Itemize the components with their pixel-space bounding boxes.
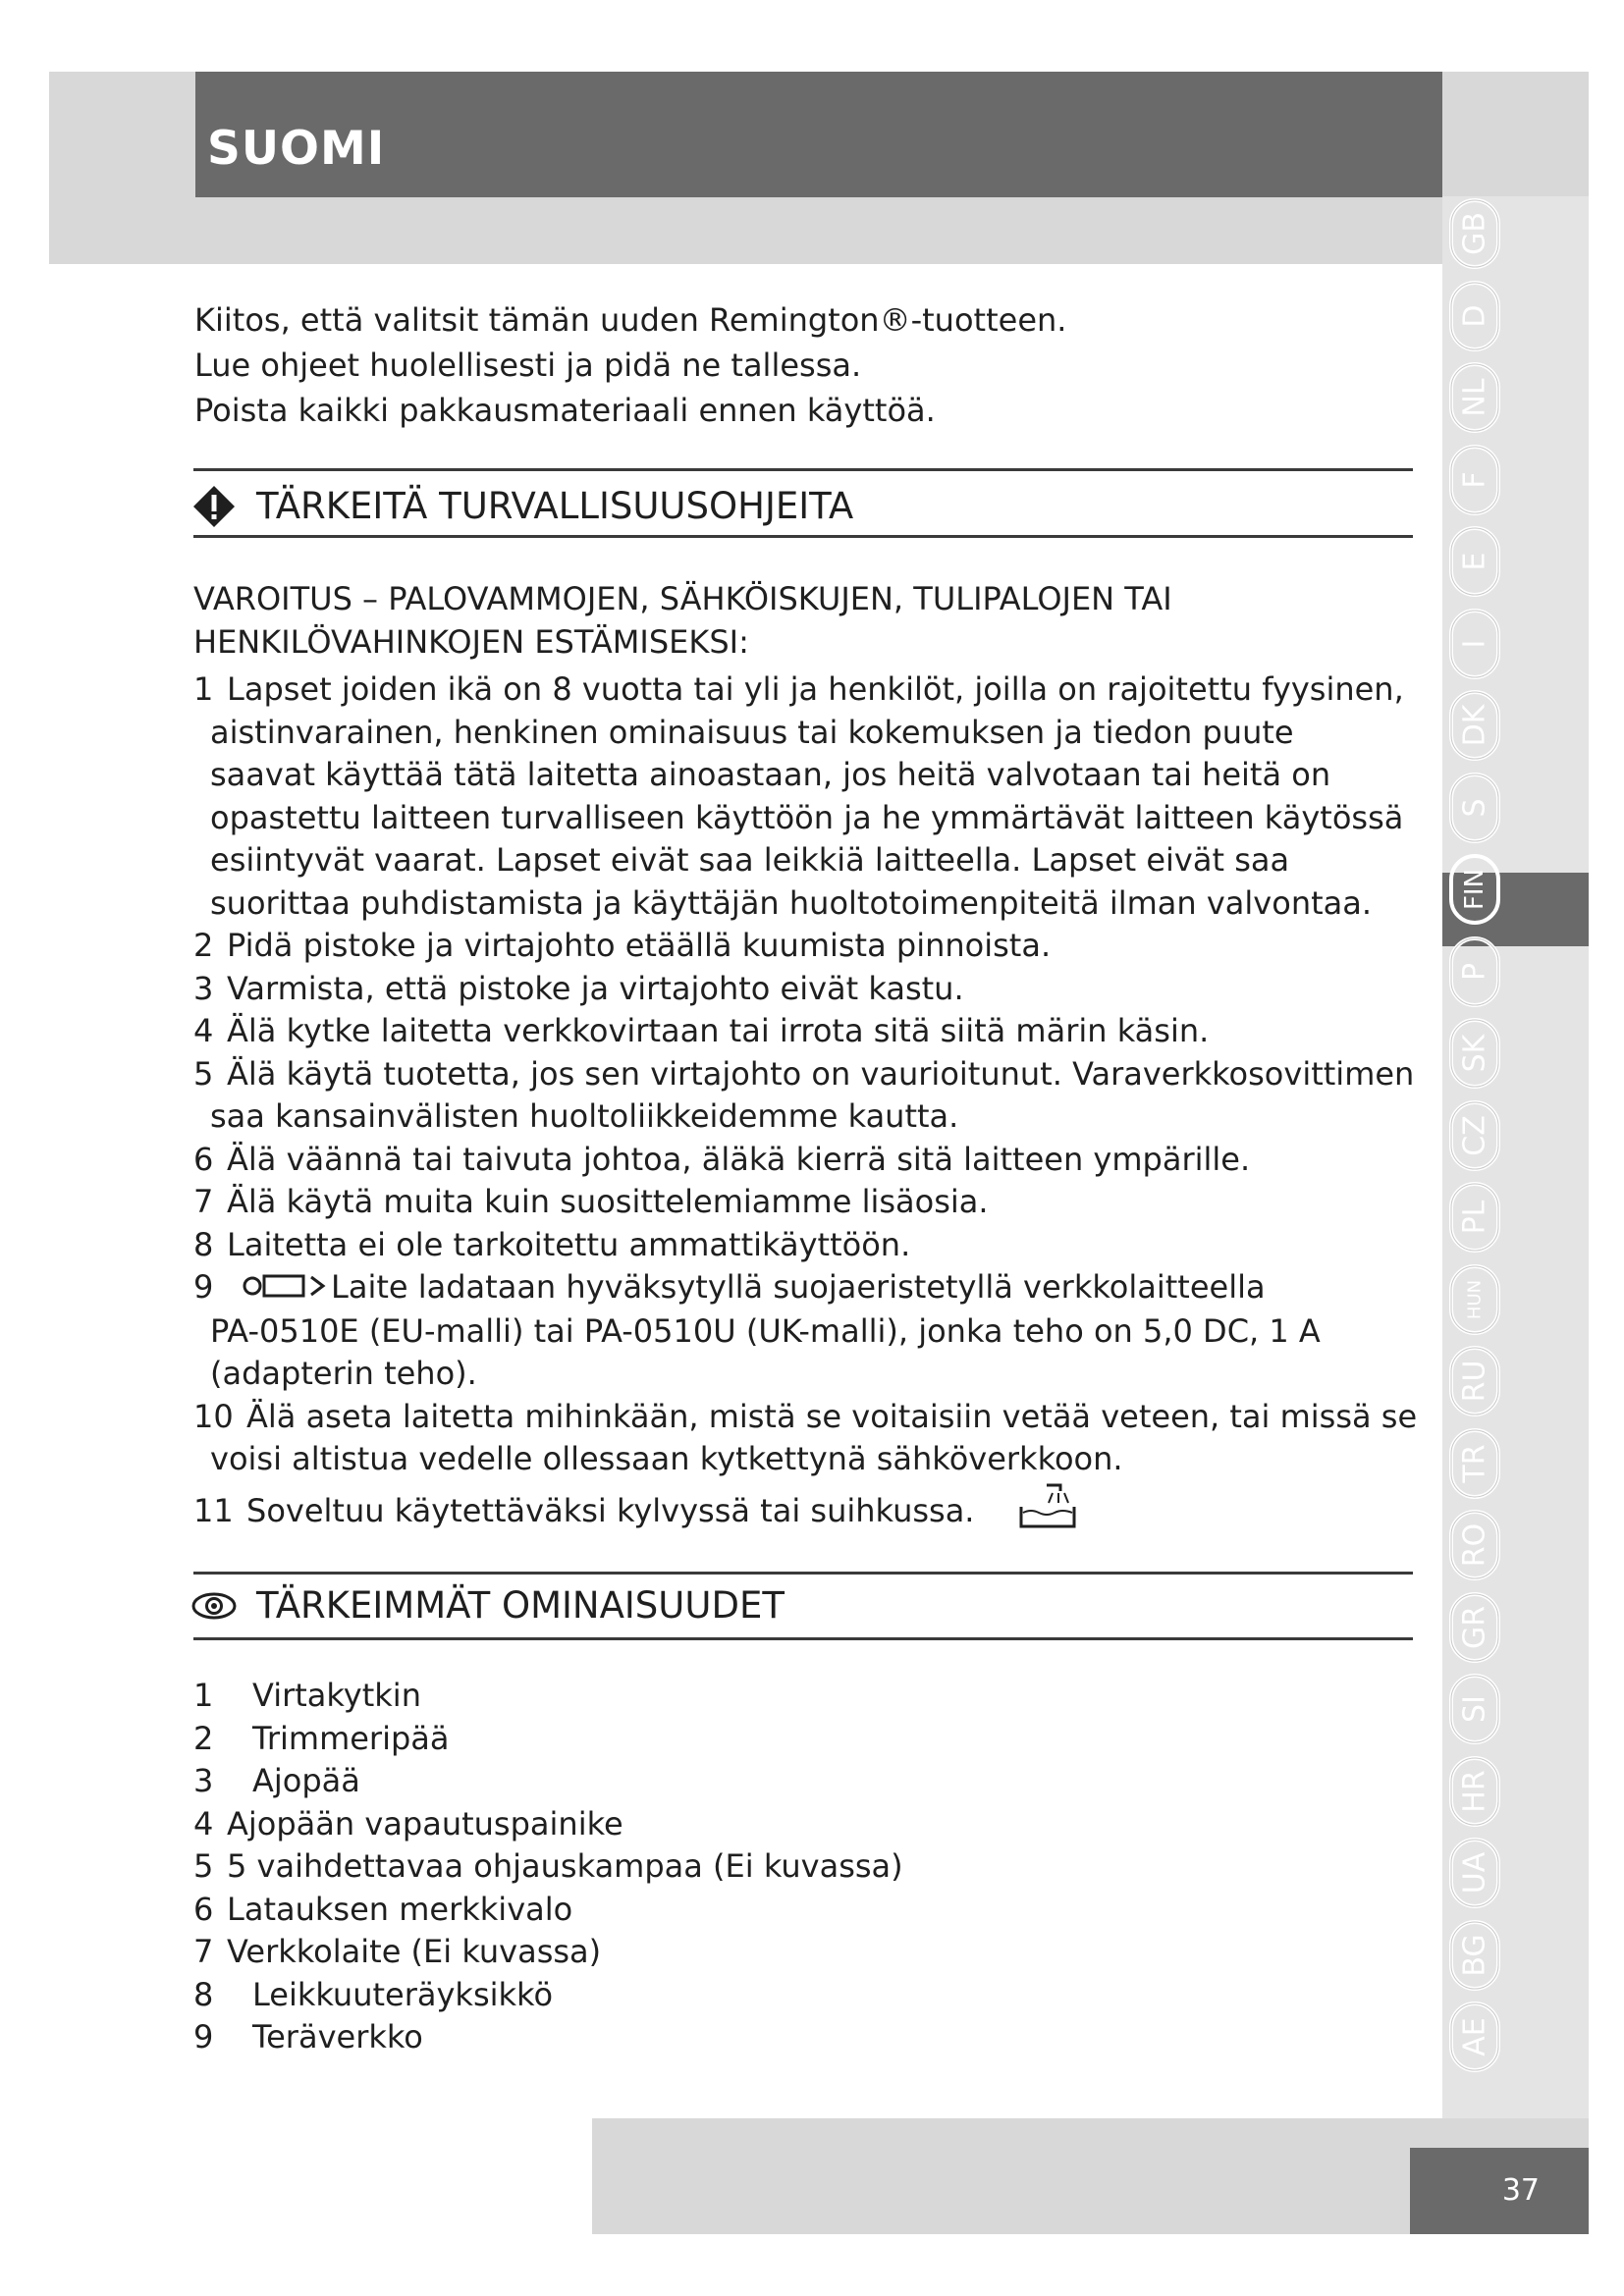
warning-text — [193, 577, 1172, 664]
feature-number: 4 — [193, 1804, 214, 1842]
language-tab-label: D — [1457, 303, 1492, 328]
safety-item — [193, 1266, 1421, 1396]
language-tab-cz[interactable] — [1447, 1098, 1502, 1173]
safety-item-text: Älä käytä muita kuin suosittelemiamme lisäosia. — [227, 1183, 989, 1220]
feature-number: 8 — [193, 1975, 214, 2013]
language-tab-sk[interactable] — [1447, 1016, 1502, 1091]
safety-item-text: esiintyvät vaarat. Lapset eivät saa leikkiä laitteella. Lapset eivät saa — [210, 841, 1290, 879]
feature-number: 6 — [193, 1890, 214, 1928]
language-tab-label: I — [1457, 639, 1492, 648]
safety-item-text: Pidä pistoke ja virtajohto etäällä kuumista pinnoista. — [227, 927, 1052, 964]
features-heading — [191, 1582, 785, 1629]
language-tab-gb[interactable] — [1447, 196, 1502, 271]
intro-line: Lue ohjeet huolellisesti ja pidä ne tallessa. — [194, 347, 862, 384]
language-tab-ae[interactable] — [1447, 2000, 1502, 2074]
features-list — [193, 1675, 903, 2059]
language-tab-label: PL — [1457, 1200, 1492, 1235]
safety-item-number: 11 — [193, 1491, 234, 1529]
feature-number: 2 — [193, 1719, 214, 1757]
language-tab-ua[interactable] — [1447, 1836, 1502, 1910]
safety-item-number: 4 — [193, 1012, 214, 1049]
safety-item-number: 8 — [193, 1225, 214, 1263]
safety-item — [193, 1053, 1421, 1139]
safety-item-number: 6 — [193, 1140, 214, 1178]
safety-item-text: voisi altistua vedelle ollessaan kytkettynä sähköverkkoon. — [210, 1440, 1123, 1478]
divider — [193, 1637, 1413, 1640]
language-tab-label: FIN — [1460, 868, 1489, 911]
feature-label: Leikkuuteräyksikkö — [252, 1975, 554, 2013]
feature-number: 5 — [193, 1847, 214, 1885]
language-tab-ru[interactable] — [1447, 1344, 1502, 1418]
feature-label: Trimmeripää — [252, 1719, 450, 1757]
language-tab-label: GR — [1457, 1605, 1492, 1649]
safety-item-number: 1 — [193, 670, 214, 708]
language-tab-bg[interactable] — [1447, 1918, 1502, 1993]
feature-number: 3 — [193, 1762, 214, 1799]
language-tab-label: TR — [1457, 1443, 1492, 1483]
safety-item-text: Soveltuu käytettäväksi kylvyssä tai suihkussa. — [246, 1491, 975, 1529]
safety-item-number: 10 — [193, 1397, 234, 1435]
feature-item — [193, 2016, 903, 2059]
language-tab-label: UA — [1457, 1851, 1492, 1895]
language-tab-label: NL — [1457, 378, 1492, 417]
language-tab-nl[interactable] — [1447, 360, 1502, 435]
safety-item — [193, 968, 1421, 1011]
language-tab-e[interactable] — [1447, 524, 1502, 599]
language-tab-dk[interactable] — [1447, 688, 1502, 763]
safety-item-text: Laitetta ei ole tarkoitettu ammattikäyttöön. — [227, 1225, 911, 1263]
safety-item-number: 7 — [193, 1183, 214, 1220]
language-tab-label: DK — [1457, 704, 1492, 747]
language-tab-label: CZ — [1457, 1114, 1492, 1156]
divider — [193, 1572, 1413, 1575]
language-tab-label: BG — [1457, 1933, 1492, 1977]
language-tab-d[interactable] — [1447, 279, 1502, 353]
language-tab-label: HR — [1457, 1769, 1492, 1813]
intro-text — [194, 297, 1066, 433]
safety-item-text: Lapset joiden ikä on 8 vuotta tai yli ja henkilöt, joilla on rajoitettu fyysinen, — [227, 670, 1404, 708]
warning-line: HENKILÖVAHINKOJEN ESTÄMISEKSI: — [193, 623, 749, 661]
bath-shower-icon — [1015, 1481, 1080, 1544]
language-tab-label: E — [1457, 552, 1492, 571]
feature-number: 9 — [193, 2018, 214, 2056]
safety-item-number: 9 — [193, 1268, 214, 1306]
safety-item-text: Älä käytä tuotetta, jos sen virtajohto on vaurioitunut. Varaverkkosovittimen — [227, 1054, 1415, 1093]
feature-number: 7 — [193, 1933, 214, 1970]
language-tab-label: F — [1457, 470, 1492, 489]
language-tab-s[interactable] — [1447, 771, 1502, 845]
safety-item — [193, 1010, 1421, 1053]
safety-item-text: aistinvarainen, henkinen ominaisuus tai kokemuksen ja tiedon puute — [210, 713, 1294, 751]
safety-item-text: Laite ladataan hyväksytyllä suojaeristetyllä verkkolaitteella — [331, 1268, 1266, 1306]
intro-line: Poista kaikki pakkausmateriaali ennen käyttöä. — [194, 392, 936, 429]
safety-item-text: Älä kytke laitetta verkkovirtaan tai irrota sitä siitä märin käsin. — [227, 1012, 1210, 1049]
safety-item-text: Varmista, että pistoke ja virtajohto eivät kastu. — [227, 969, 964, 1007]
feature-number: 1 — [193, 1677, 214, 1714]
safety-list — [193, 668, 1421, 1543]
language-tab-label: SK — [1457, 1034, 1492, 1073]
language-tab-gr[interactable] — [1447, 1590, 1502, 1665]
safety-item-number: 2 — [193, 927, 214, 964]
warning-diamond-icon — [191, 484, 237, 529]
features-heading-text: TÄRKEIMMÄT OMINAISUUDET — [256, 1584, 785, 1627]
intro-line: Kiitos, että valitsit tämän uuden Remington®-tuotteen. — [194, 301, 1067, 339]
safety-item — [193, 1181, 1421, 1224]
safety-item — [193, 1396, 1421, 1481]
feature-label: Verkkolaite (Ei kuvassa) — [227, 1933, 602, 1970]
safety-item — [193, 925, 1421, 968]
safety-item-number: 5 — [193, 1054, 214, 1093]
page-number: 37 — [1501, 2173, 1540, 2208]
language-tab-label: RU — [1457, 1360, 1492, 1403]
language-tab-f[interactable] — [1447, 443, 1502, 517]
feature-label: Latauksen merkkivalo — [227, 1890, 573, 1928]
feature-item — [193, 1845, 903, 1889]
language-tab-fin[interactable] — [1447, 852, 1502, 927]
divider — [193, 535, 1413, 538]
feature-item — [193, 1974, 903, 2017]
language-tab-tr[interactable] — [1447, 1426, 1502, 1501]
safety-heading — [191, 483, 853, 530]
language-tab-label: GB — [1457, 212, 1492, 255]
safety-item-text: (adapterin teho). — [210, 1355, 477, 1393]
language-tab-hun[interactable] — [1447, 1262, 1502, 1337]
safety-item — [193, 1139, 1421, 1182]
safety-item-text: Älä aseta laitetta mihinkään, mistä se voitaisiin vetää veteen, tai missä se — [246, 1397, 1418, 1435]
feature-label: Virtakytkin — [252, 1677, 421, 1714]
language-tab-hr[interactable] — [1447, 1754, 1502, 1829]
eye-icon — [191, 1583, 237, 1629]
safety-item-text: Älä väännä tai taivuta johtoa, äläkä kierrä sitä laitteen ympärille. — [227, 1140, 1251, 1178]
feature-item — [193, 1931, 903, 1974]
safety-item-number: 3 — [193, 969, 214, 1007]
divider — [193, 468, 1413, 471]
safety-item — [193, 668, 1421, 925]
feature-label: 5 vaihdettavaa ohjauskampaa (Ei kuvassa) — [227, 1847, 903, 1885]
language-tab-label: HUN — [1464, 1279, 1486, 1319]
language-tab-ro[interactable] — [1447, 1508, 1502, 1582]
language-tab-label: S — [1457, 797, 1492, 818]
language-tab-pl[interactable] — [1447, 1180, 1502, 1255]
language-tab-label: P — [1457, 962, 1492, 981]
feature-label: Teräverkko — [252, 2018, 423, 2056]
feature-label: Ajopään vapautuspainike — [227, 1804, 623, 1842]
warning-line: VAROITUS – PALOVAMMOJEN, SÄHKÖISKUJEN, TULIPALOJEN TAI — [193, 580, 1172, 617]
page-title: SUOMI — [207, 122, 386, 176]
safety-item-text: saa kansainvälisten huoltoliikkeidemme kautta. — [210, 1097, 959, 1135]
class-ii-adapter-icon — [243, 1267, 327, 1310]
feature-item — [193, 1760, 903, 1803]
language-tab-label: AE — [1457, 2017, 1492, 2056]
language-tab-p[interactable] — [1447, 934, 1502, 1009]
language-tab-i[interactable] — [1447, 607, 1502, 681]
safety-heading-text: TÄRKEITÄ TURVALLISUUSOHJEITA — [256, 485, 854, 527]
feature-item — [193, 1803, 903, 1846]
safety-item-text: opastettu laitteen turvalliseen käyttöön ja he ymmärtävät laitteen käytössä — [210, 798, 1404, 836]
feature-label: Ajopää — [252, 1762, 360, 1799]
safety-item-text: saavat käyttää tätä laitetta ainoastaan, jos heitä valvotaan tai heitä on — [210, 756, 1331, 793]
feature-item — [193, 1718, 903, 1761]
language-tab-si[interactable] — [1447, 1672, 1502, 1746]
language-tab-label: RO — [1457, 1522, 1492, 1568]
safety-item-text: PA-0510E (EU-malli) tai PA-0510U (UK-malli), jonka teho on 5,0 DC, 1 A — [210, 1311, 1321, 1350]
feature-item — [193, 1889, 903, 1932]
language-tab-label: SI — [1457, 1695, 1492, 1723]
safety-item — [193, 1224, 1421, 1267]
page-number-box — [1410, 2148, 1589, 2234]
feature-item — [193, 1675, 903, 1718]
safety-item-text: suorittaa puhdistamista ja käyttäjän huoltotoimenpiteitä ilman valvontaa. — [210, 883, 1373, 922]
safety-item — [193, 1481, 1421, 1544]
